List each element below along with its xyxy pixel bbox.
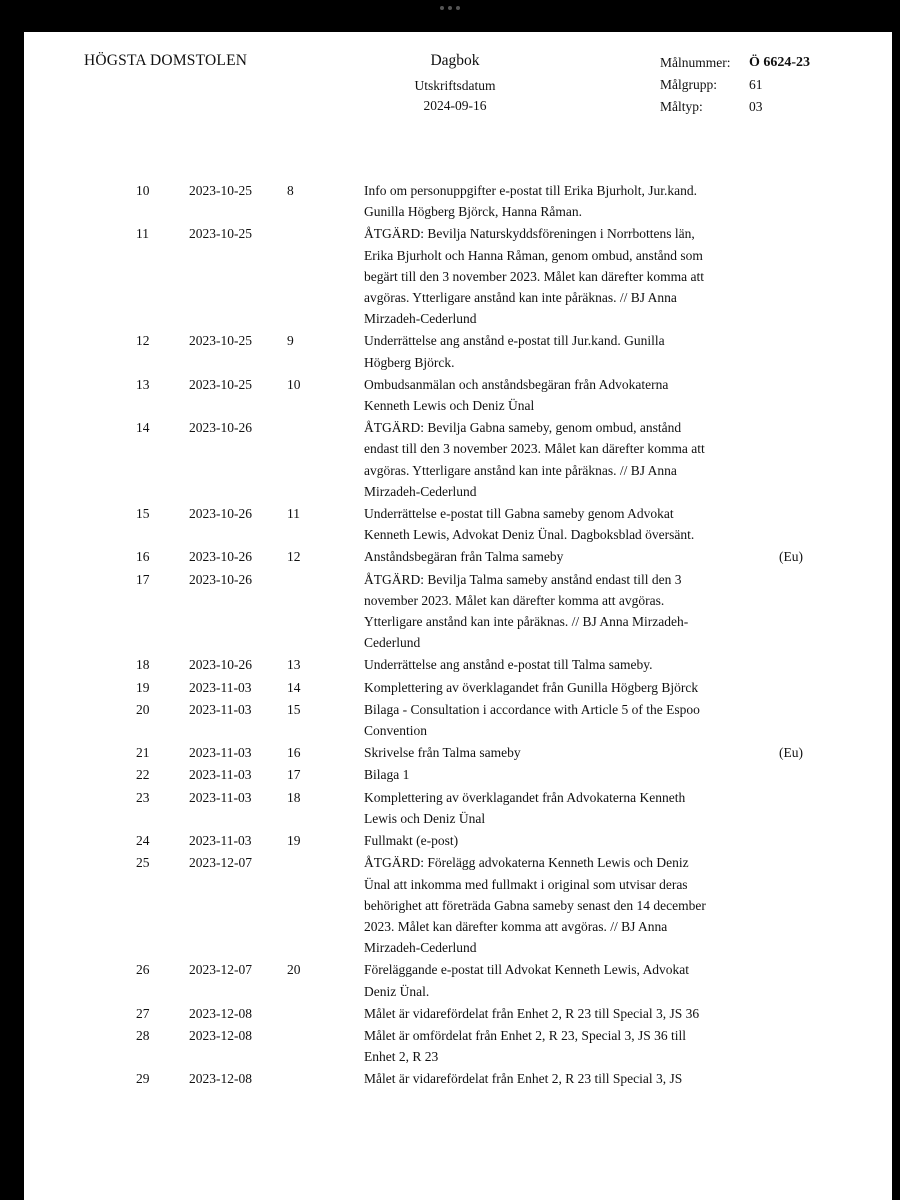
entry-date: 2023-11-03 [189, 789, 252, 805]
entry-number: 22 [136, 767, 150, 783]
entry-text: Underrättelse e-postat till Gabna sameby genom Advokat Kenneth Lewis, Advokat Deniz Ünal. Dagboksblad översänt. [364, 506, 695, 543]
entry-number: 10 [136, 183, 150, 198]
entry-document-number: 12 [287, 549, 301, 565]
journal-entry-row [24, 699, 892, 741]
journal-entry-row [24, 546, 892, 567]
case-number-row [660, 52, 810, 74]
document-header-center [380, 52, 530, 116]
entry-number: 27 [136, 1005, 150, 1021]
entry-number: 16 [136, 549, 150, 565]
entry-number: 14 [136, 420, 150, 436]
case-type-label: Måltyp: [660, 99, 703, 114]
entry-text: Komplettering av överklagandet från Gunilla Högberg Björck [364, 679, 699, 695]
entry-text: Ombudsanmälan och anståndsbegäran från Advokaterna Kenneth Lewis och Deniz Ünal [364, 376, 669, 414]
entry-date: 2023-12-08 [189, 1027, 252, 1043]
entry-date: 2023-10-26 [189, 571, 252, 587]
entry-date: 2023-11-03 [189, 679, 252, 695]
journal-entry-row [24, 787, 892, 829]
entry-document-number: 9 [287, 333, 294, 349]
journal-entry-row [24, 852, 892, 958]
entry-number: 23 [136, 789, 150, 805]
entry-text: Komplettering av överklagandet från Advokaterna Kenneth Lewis och Deniz Ünal [364, 789, 686, 826]
case-group-row [660, 74, 810, 96]
entry-document-number: 10 [287, 376, 301, 392]
entry-document-number: 19 [287, 833, 301, 849]
entry-date: 2023-11-03 [189, 767, 252, 783]
entry-text: Info om personuppgifter e-postat till Erika Bjurholt, Jur.kand. Gunilla Högberg Björck, Hanna Råman. [364, 183, 697, 220]
entry-number: 25 [136, 855, 150, 871]
entry-date: 2023-10-26 [189, 420, 252, 436]
journal-entry-row [24, 503, 892, 545]
entry-flag: (Eu) [779, 549, 803, 565]
entry-date: 2023-10-25 [189, 333, 252, 349]
entry-text: Bilaga 1 [364, 767, 410, 783]
entry-document-number: 16 [287, 745, 301, 761]
entry-number: 18 [136, 657, 150, 673]
case-number-label: Målnummer: [660, 55, 731, 70]
entry-date: 2023-10-25 [189, 376, 252, 392]
entry-document-number: 8 [287, 183, 294, 198]
entry-text: Skrivelse från Talma sameby [364, 745, 521, 761]
entry-text: Bilaga - Consultation i accordance with Article 5 of the Espoo Convention [364, 701, 700, 739]
entry-text: ÅTGÄRD: Bevilja Gabna sameby, genom ombud, anstånd endast till den 3 november 2023. Målet kan därefter komma att avgöras. Ytterligare anstånd kan inte påräknas. // BJ Anna Mirzadeh-Cederlund [364, 420, 705, 499]
entry-number: 11 [136, 226, 149, 242]
entry-number: 21 [136, 745, 150, 761]
document-page [24, 32, 892, 1200]
print-date: 2024-09-16 [423, 98, 487, 113]
entry-date: 2023-12-07 [189, 962, 252, 978]
entry-text: Underrättelse ang anstånd e-postat till Jur.kand. Gunilla Högberg Björck. [364, 333, 665, 370]
entry-number: 28 [136, 1027, 150, 1043]
entry-document-number: 13 [287, 657, 301, 673]
entry-document-number: 18 [287, 789, 301, 805]
entry-text: ÅTGÄRD: Förelägg advokaterna Kenneth Lewis och Deniz Ünal att inkomma med fullmakt i original som utvisar deras behörighet att företräda Gabna sameby senast den 14 december 2023. Målet kan därefter komma att avgöras. // BJ Anna Mirzadeh-Cederlund [364, 855, 706, 956]
entry-date: 2023-11-03 [189, 745, 252, 761]
court-name: HÖGSTA DOMSTOLEN [84, 52, 248, 69]
entry-flag: (Eu) [779, 745, 803, 761]
entry-text: Underrättelse ang anstånd e-postat till Talma sameby. [364, 657, 653, 673]
case-number: Ö 6624-23 [749, 55, 811, 70]
entry-date: 2023-10-26 [189, 549, 252, 565]
journal-entry-row [24, 1025, 892, 1067]
journal-entry-row [24, 330, 892, 372]
journal-entry-row [24, 569, 892, 654]
entry-document-number: 15 [287, 701, 301, 717]
journal-entry-row [24, 764, 892, 785]
entry-number: 20 [136, 701, 150, 717]
entry-date: 2023-11-03 [189, 701, 252, 717]
journal-entry-row [24, 417, 892, 502]
entry-document-number: 14 [287, 679, 301, 695]
entry-number: 26 [136, 962, 150, 978]
journal-entry-row [24, 180, 892, 222]
entry-date: 2023-10-26 [189, 506, 252, 522]
entry-date: 2023-10-25 [189, 226, 252, 242]
journal-entry-row [24, 959, 892, 1001]
entry-text: Föreläggande e-postat till Advokat Kenneth Lewis, Advokat Deniz Ünal. [364, 962, 690, 999]
entry-date: 2023-12-08 [189, 1005, 252, 1021]
entry-number: 24 [136, 833, 150, 849]
entry-text: Målet är omfördelat från Enhet 2, R 23, Special 3, JS 36 till Enhet 2, R 23 [364, 1027, 687, 1065]
entry-date: 2023-12-08 [189, 1071, 252, 1087]
journal-entry-row [24, 742, 892, 763]
case-type-row [660, 96, 810, 118]
entry-date: 2023-10-26 [189, 657, 252, 673]
entry-date: 2023-10-25 [189, 183, 252, 198]
drag-handle[interactable] [436, 6, 464, 10]
entry-text: Fullmakt (e-post) [364, 833, 459, 849]
case-group: 61 [749, 77, 763, 92]
entry-text: Målet är vidarefördelat från Enhet 2, R 23 till Special 3, JS [364, 1071, 683, 1087]
entry-text: ÅTGÄRD: Bevilja Talma sameby anstånd endast till den 3 november 2023. Målet kan därefter komma att avgöras. Ytterligare anstånd kan inte påräknas. // BJ Anna Mirzadeh-Cederlund [364, 571, 689, 651]
case-metadata [660, 52, 810, 118]
entry-text: Målet är vidarefördelat från Enhet 2, R 23 till Special 3, JS 36 [364, 1005, 700, 1021]
entry-number: 19 [136, 679, 150, 695]
journal-entry-row [24, 654, 892, 675]
entry-text: ÅTGÄRD: Bevilja Naturskyddsföreningen i Norrbottens län, Erika Bjurholt och Hanna Råman, genom ombud, anstånd som begärt till den 3 november 2023. Målet kan därefter komma att avgöras. Ytterligare anstånd kan inte påräknas. // BJ Anna Mirzadeh-Cederlund [364, 226, 705, 327]
entry-number: 12 [136, 333, 150, 349]
entry-document-number: 17 [287, 767, 301, 783]
print-date-label: Utskriftsdatum [414, 78, 496, 93]
top-bar [0, 0, 900, 10]
entry-date: 2023-11-03 [189, 833, 252, 849]
entry-document-number: 20 [287, 962, 301, 978]
entry-number: 15 [136, 506, 150, 522]
journal-entry-row [24, 830, 892, 851]
entry-text: Anståndsbegäran från Talma sameby [364, 549, 564, 565]
document-title: Dagbok [430, 52, 480, 69]
journal-entry-row [24, 374, 892, 416]
entry-number: 13 [136, 376, 150, 392]
journal-entry-row [24, 677, 892, 698]
entry-number: 29 [136, 1071, 150, 1087]
case-type: 03 [749, 99, 763, 114]
entry-document-number: 11 [287, 506, 300, 522]
entry-date: 2023-12-07 [189, 855, 252, 871]
case-group-label: Målgrupp: [660, 77, 717, 92]
journal-entry-row [24, 1068, 892, 1089]
journal-entry-row [24, 1003, 892, 1024]
journal-entries [24, 180, 892, 1091]
entry-number: 17 [136, 571, 150, 587]
journal-entry-row [24, 223, 892, 329]
